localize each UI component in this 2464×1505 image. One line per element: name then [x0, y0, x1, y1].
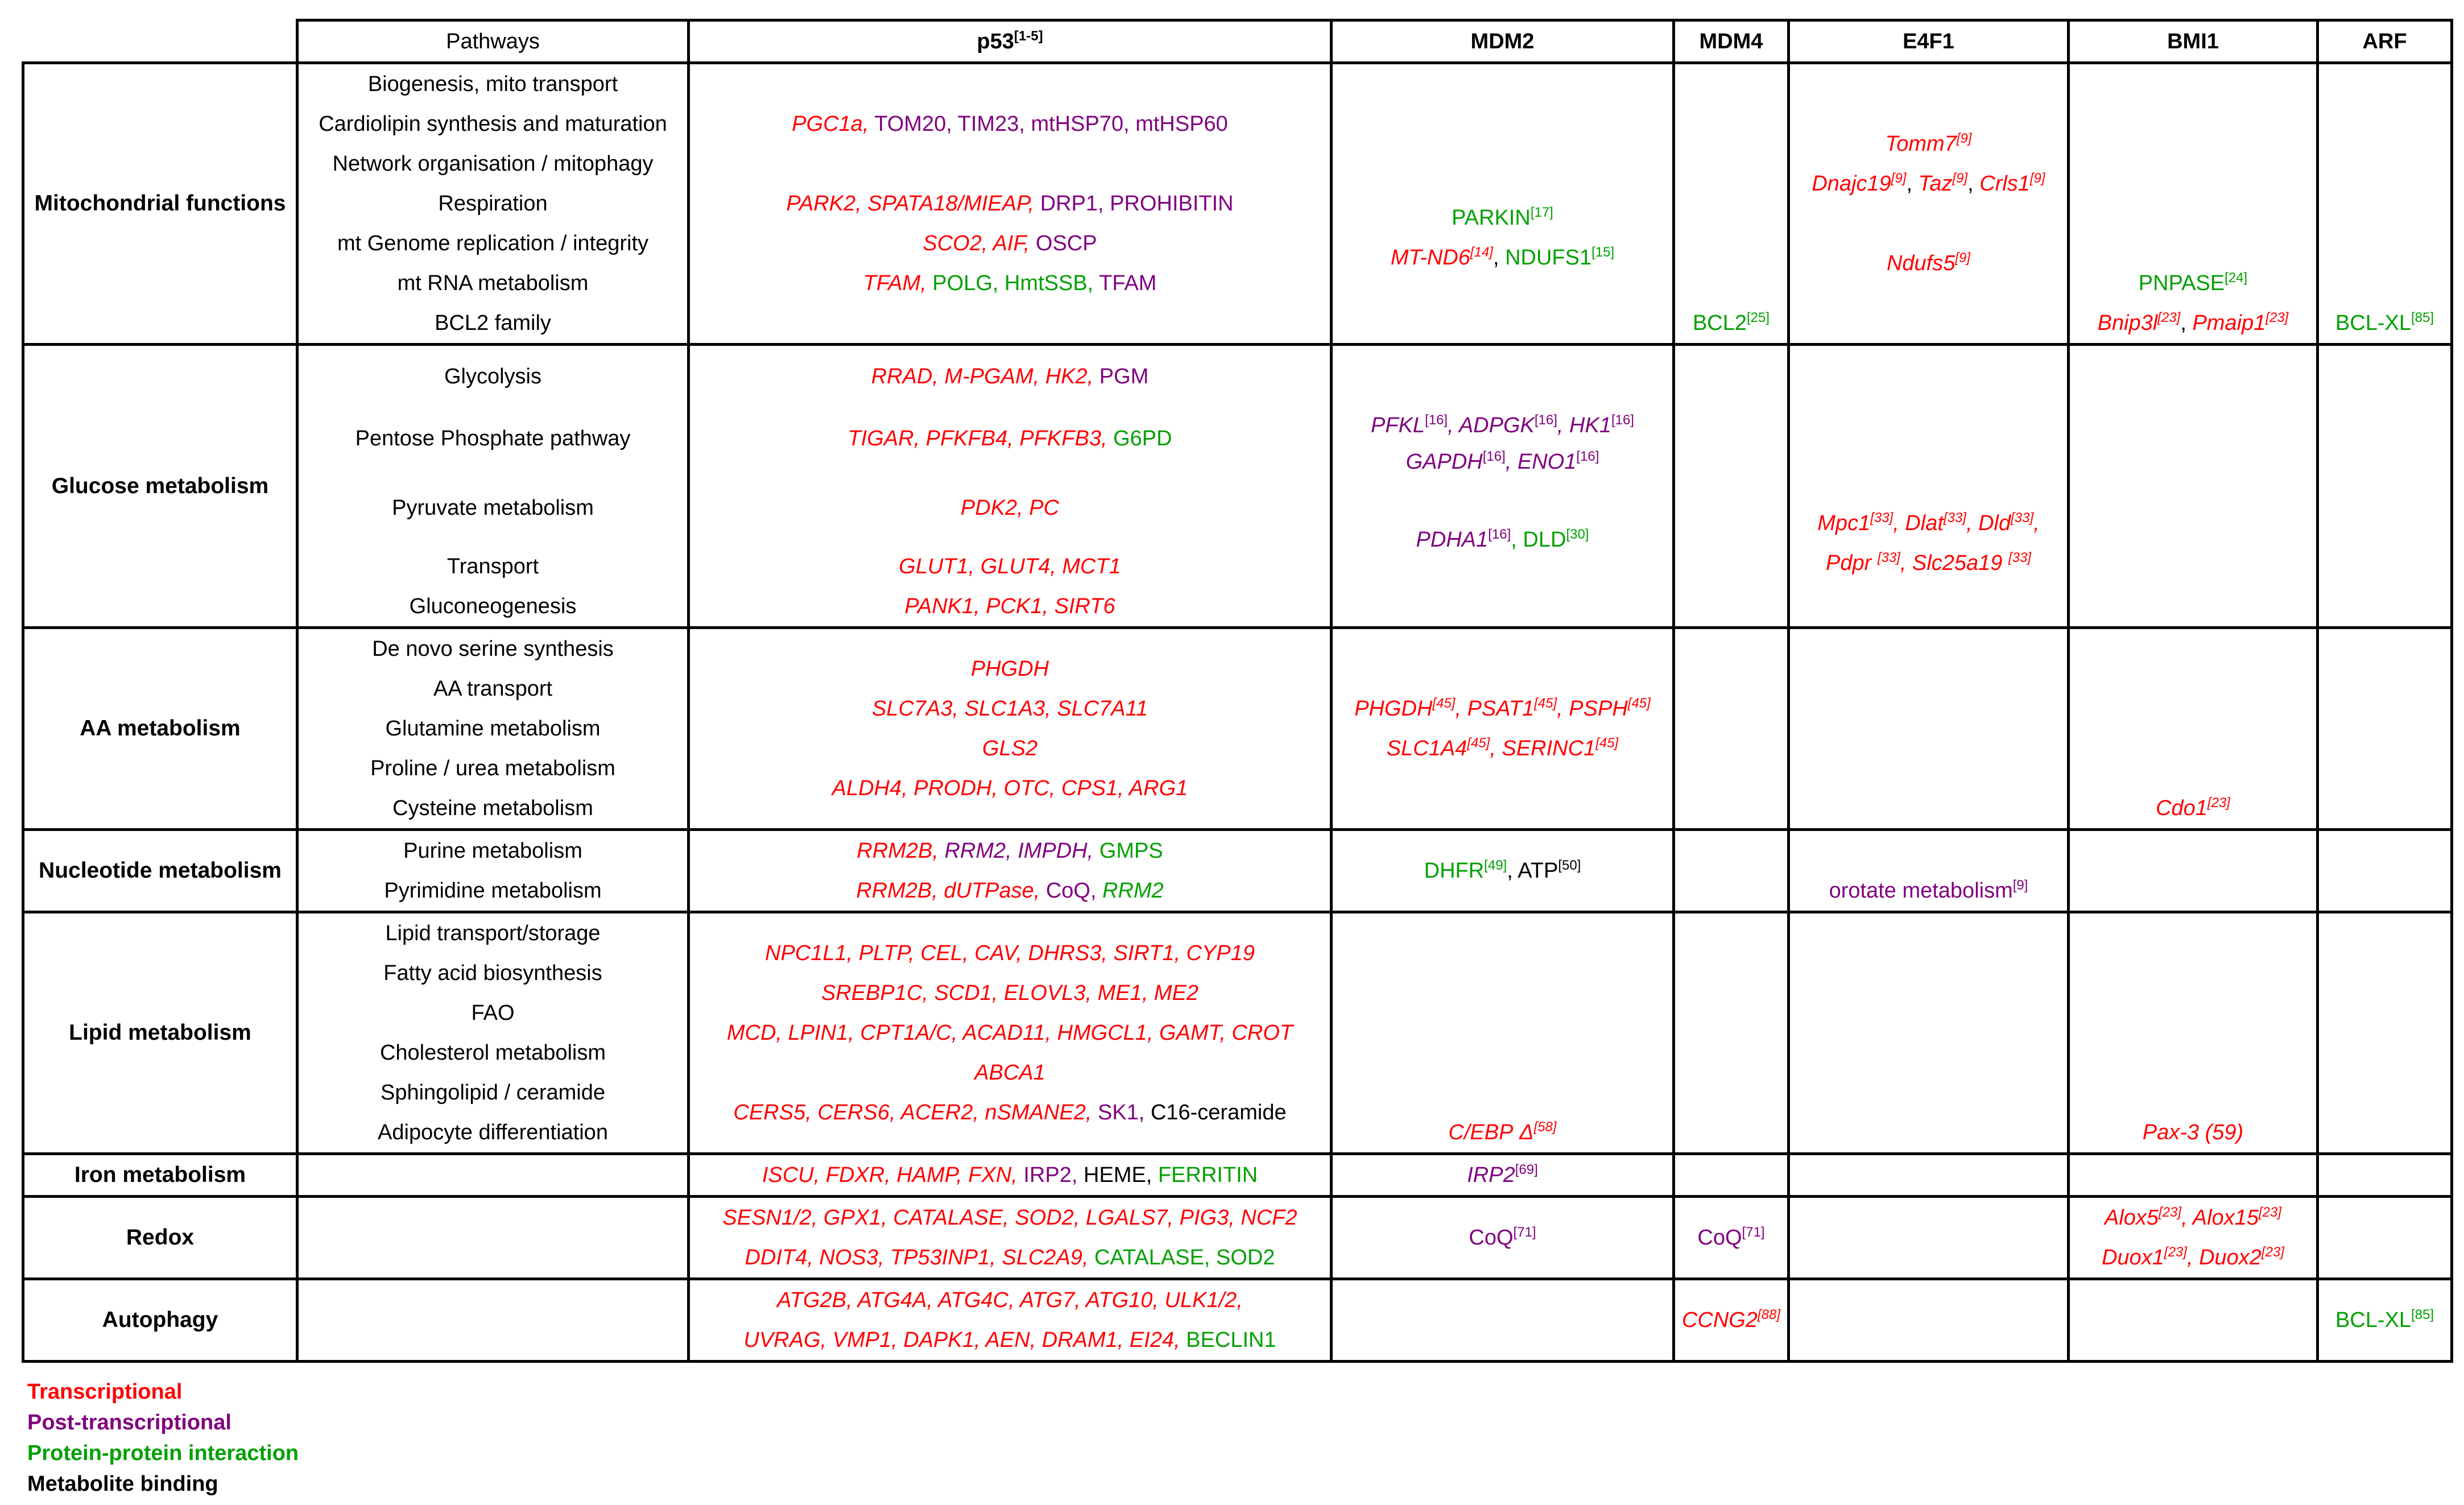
bmi1-autophagy-empty [2069, 1279, 2318, 1362]
pathway-item: Glutamine metabolism [385, 717, 601, 741]
mdm4-redox-targets: CoQ[71] [1674, 1197, 1789, 1279]
pathway-item: FAO [471, 1001, 515, 1025]
e4f1-redox-empty [1789, 1197, 2069, 1279]
pathway-item: Pyruvate metabolism [392, 496, 594, 520]
arf-aa-empty [2318, 628, 2452, 830]
pathway-item: Glycolysis [444, 365, 542, 388]
category-mitochondrial: Mitochondrial functions [23, 63, 297, 345]
bmi1-aa-targets: Cdo1[23] [2069, 628, 2318, 830]
pathway-item: Gluconeogenesis [409, 594, 577, 618]
pathway-empty [297, 1154, 689, 1197]
pathway-item: Pentose Phosphate pathway [355, 427, 631, 450]
p53-nucleotide-targets: RRM2B, RRM2, IMPDH, GMPS RRM2B, dUTPase, CoQ, RRM2 [689, 830, 1332, 912]
arf-nucleotide-empty [2318, 830, 2452, 912]
e4f1-autophagy-empty [1789, 1279, 2069, 1362]
e4f1-nucleotide-targets: orotate metabolism[9] [1789, 830, 2069, 912]
legend-protein-protein: Protein-protein interaction [27, 1441, 299, 1465]
header-e4f1: E4F1 [1789, 20, 2069, 63]
corner-cell [23, 20, 297, 63]
bmi1-iron-empty [2069, 1154, 2318, 1197]
pathway-list [297, 830, 689, 912]
mdm2-autophagy-empty [1332, 1279, 1674, 1362]
legend-post-transcriptional: Post-transcriptional [27, 1411, 231, 1434]
target-line [690, 144, 1330, 184]
pathway-item: Respiration [438, 192, 548, 216]
pathway-item: AA transport [433, 677, 553, 701]
pathway-item: Fatty acid biosynthesis [383, 961, 602, 985]
header-row [23, 20, 2452, 63]
pathway-item: mt Genome replication / integrity [337, 231, 648, 255]
arf-glucose-empty [2318, 345, 2452, 628]
pathway-item: mt RNA metabolism [397, 271, 589, 295]
mdm2-glucose-targets: PFKL[16], ADPGK[16], HK1[16] GAPDH[16], ENO1[16] PDHA1[16], DLD[30] [1332, 345, 1674, 628]
bmi1-lipid-targets: Pax-3 (59) [2069, 912, 2318, 1154]
mdm2-iron-targets: IRP2[69] [1332, 1154, 1674, 1197]
arf-lipid-empty [2318, 912, 2452, 1154]
pathway-item: Cysteine metabolism [392, 796, 593, 820]
mdm4-aa-empty [1674, 628, 1789, 830]
arf-mito-targets: BCL-XL[85] [2318, 63, 2452, 345]
row-redox [23, 1197, 2452, 1279]
category-iron: Iron metabolism [23, 1154, 297, 1197]
pathway-item: Adipocyte differentiation [378, 1121, 608, 1144]
mdm2-redox-targets: CoQ[71] [1332, 1197, 1674, 1279]
target-line: PARK2, SPATA18/MIEAP, DRP1, PROHIBITIN [786, 192, 1234, 216]
category-autophagy: Autophagy [23, 1279, 297, 1362]
target-line: PGC1a, TOM20, TIM23, mtHSP70, mtHSP60 [792, 112, 1228, 136]
row-lipid [23, 912, 2452, 1154]
mdm2-lipid-targets: C/EBP Δ[58] [1332, 912, 1674, 1154]
row-nucleotide [23, 830, 2452, 912]
e4f1-lipid-empty [1789, 912, 2069, 1154]
target-line: SCO2, AIF, OSCP [923, 231, 1097, 255]
mdm4-lipid-empty [1674, 912, 1789, 1154]
pathway-item: De novo serine synthesis [372, 637, 614, 661]
e4f1-iron-empty [1789, 1154, 2069, 1197]
pathway-item: Biogenesis, mito transport [367, 72, 618, 96]
category-aa: AA metabolism [23, 628, 297, 830]
row-mitochondrial [23, 63, 2452, 345]
pathway-item: Cholesterol metabolism [379, 1041, 606, 1065]
mdm2-aa-targets: PHGDH[45], PSAT1[45], PSPH[45] SLC1A4[45], SERINC1[45] [1332, 628, 1674, 830]
mdm4-autophagy-targets: CCNG2[88] [1674, 1279, 1789, 1362]
category-redox: Redox [23, 1197, 297, 1279]
pathway-item: Network organisation / mitophagy [332, 152, 654, 176]
pathway-item: Sphingolipid / ceramide [380, 1081, 605, 1105]
legend-transcriptional: Transcriptional [27, 1380, 183, 1404]
pathway-list [297, 345, 689, 628]
row-glucose [23, 345, 2452, 628]
pathway-item: Transport [447, 555, 539, 578]
p53-glucose-targets: RRAD, M-PGAM, HK2, PGM TIGAR, PFKFB4, PFKFB3, G6PD PDK2, PC GLUT1, GLUT4, MCT1 PANK1, PCK1, SIRT6 [689, 345, 1332, 628]
e4f1-mito-targets: Tomm7[9] Dnajc19[9], Taz[9], Crls1[9] Ndufs5[9] [1789, 63, 2069, 345]
pathway-empty [297, 1197, 689, 1279]
target-line: TFAM, POLG, HmtSSB, TFAM [863, 271, 1157, 295]
e4f1-glucose-targets: Mpc1[33], Dlat[33], Dld[33], Pdpr [33], Slc25a19 [33] [1789, 345, 2069, 628]
legend-metabolite-binding: Metabolite binding [27, 1472, 218, 1496]
header-arf: ARF [2318, 20, 2452, 63]
pathway-list [297, 628, 689, 830]
p53-redox-targets: SESN1/2, GPX1, CATALASE, SOD2, LGALS7, PIG3, NCF2 DDIT4, NOS3, TP53INP1, SLC2A9, CATALASE, SOD2 [689, 1197, 1332, 1279]
pathway-list [297, 912, 689, 1154]
category-lipid: Lipid metabolism [23, 912, 297, 1154]
arf-iron-empty [2318, 1154, 2452, 1197]
header-bmi1: BMI1 [2069, 20, 2318, 63]
pathway-empty [297, 1279, 689, 1362]
bmi1-redox-targets: Alox5[23], Alox15[23] Duox1[23], Duox2[23] [2069, 1197, 2318, 1279]
p53-mito-targets [689, 63, 1332, 345]
p53-iron-targets: ISCU, FDXR, HAMP, FXN, IRP2, HEME, FERRITIN [689, 1154, 1332, 1197]
mdm4-iron-empty [1674, 1154, 1789, 1197]
row-autophagy [23, 1279, 2452, 1362]
e4f1-aa-empty [1789, 628, 2069, 830]
header-p53: p53[1-5] [689, 20, 1332, 63]
mdm4-mito-targets: BCL2[25] [1674, 63, 1789, 345]
mdm4-glucose-empty [1674, 345, 1789, 628]
pathway-item: Pyrimidine metabolism [384, 879, 602, 903]
pathway-item: Lipid transport/storage [385, 921, 601, 945]
row-aa [23, 628, 2452, 830]
mdm4-nucleotide-empty [1674, 830, 1789, 912]
arf-redox-empty [2318, 1197, 2452, 1279]
mdm2-nucleotide-targets: DHFR[49], ATP[50] [1332, 830, 1674, 912]
legend [27, 1376, 299, 1499]
pathway-item: BCL2 family [435, 311, 551, 335]
header-mdm2: MDM2 [1332, 20, 1674, 63]
header-mdm4: MDM4 [1674, 20, 1789, 63]
p53-lipid-targets: NPC1L1, PLTP, CEL, CAV, DHRS3, SIRT1, CYP19 SREBP1C, SCD1, ELOVL3, ME1, ME2 MCD, LPIN1, CPT1A/C, ACAD11, HMGCL1, GAMT, CROT ABCA1 CERS5, CERS6, ACER2, nSMANE2, SK1, C16-ceramide [689, 912, 1332, 1154]
category-nucleotide: Nucleotide metabolism [23, 830, 297, 912]
bmi1-glucose-empty [2069, 345, 2318, 628]
pathway-item: Proline / urea metabolism [370, 756, 615, 780]
header-pathways: Pathways [297, 20, 689, 63]
pathway-list [297, 63, 689, 345]
row-iron [23, 1154, 2452, 1197]
arf-autophagy-targets: BCL-XL[85] [2318, 1279, 2452, 1362]
p53-aa-targets: PHGDH SLC7A3, SLC1A3, SLC7A11 GLS2 ALDH4, PRODH, OTC, CPS1, ARG1 [689, 628, 1332, 830]
bmi1-nucleotide-empty [2069, 830, 2318, 912]
category-glucose: Glucose metabolism [23, 345, 297, 628]
pathway-item: Cardiolipin synthesis and maturation [319, 112, 667, 136]
regulation-table [22, 19, 2450, 1363]
pathway-item: Purine metabolism [403, 839, 582, 863]
p53-autophagy-targets: ATG2B, ATG4A, ATG4C, ATG7, ATG10, ULK1/2, UVRAG, VMP1, DAPK1, AEN, DRAM1, EI24, BECLIN1 [689, 1279, 1332, 1362]
bmi1-mito-targets: PNPASE[24] Bnip3l[23], Pmaip1[23] [2069, 63, 2318, 345]
mdm2-mito-targets: PARKIN[17] MT-ND6[14], NDUFS1[15] [1332, 63, 1674, 345]
